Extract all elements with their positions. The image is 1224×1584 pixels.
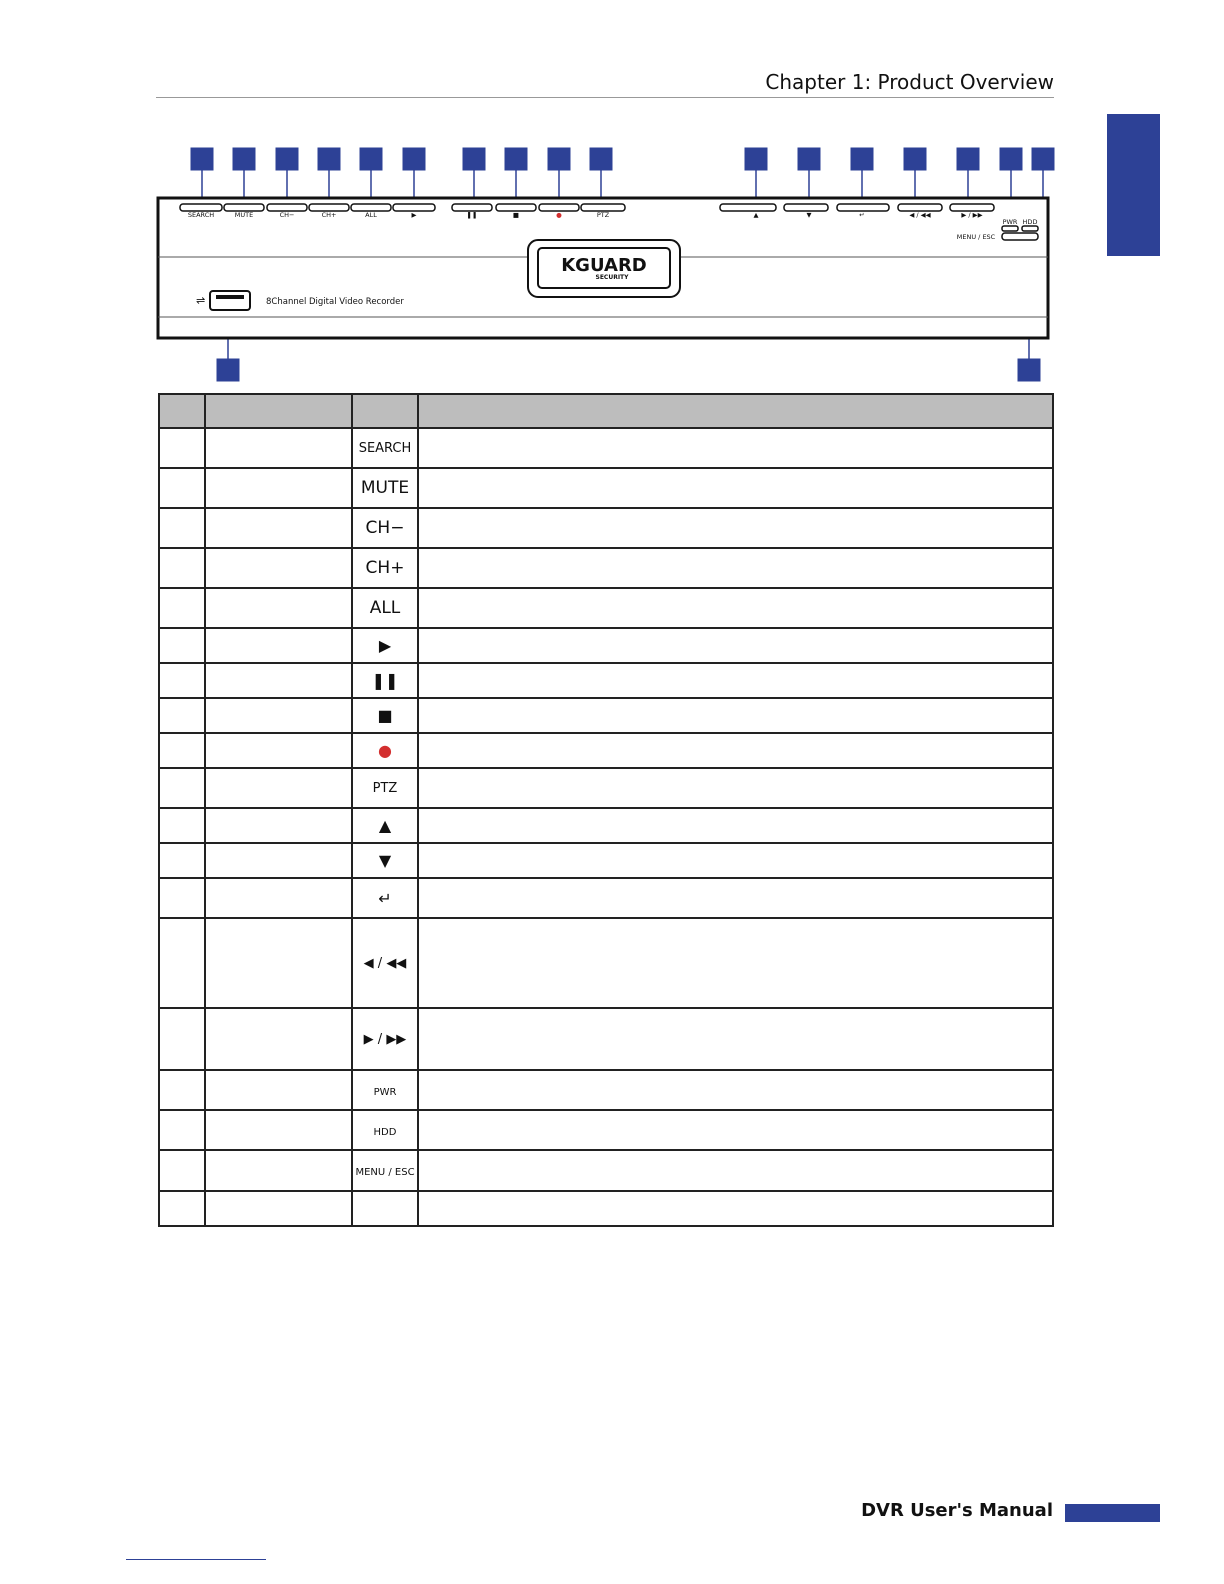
row-name-cell: [205, 548, 352, 588]
row-symbol-cell: [352, 508, 418, 548]
panel-button-all: [351, 204, 391, 211]
panel-label-ch-plus: CH+: [321, 211, 337, 219]
row-symbol-cell: [352, 1070, 418, 1110]
row-description-cell: [418, 1150, 1053, 1191]
model-text: 8Channel Digital Video Recorder: [266, 297, 404, 307]
table-row: [159, 548, 1053, 588]
row-name-cell: [205, 628, 352, 663]
row-name-cell: [205, 733, 352, 768]
row-name-cell: [205, 428, 352, 468]
table-row: [159, 733, 1053, 768]
footer-link-line: [126, 1559, 266, 1560]
callout-marker-8: [505, 148, 527, 170]
callout-marker-19: [217, 359, 239, 381]
row-name-cell: [205, 588, 352, 628]
table-row: [159, 808, 1053, 843]
callout-marker-3: [276, 148, 298, 170]
callout-marker-1: [191, 148, 213, 170]
row-symbol-cell: [352, 1008, 418, 1070]
row-symbol-cell: [352, 428, 418, 468]
row-description-cell: [418, 698, 1053, 733]
panel-button-ch-plus: [309, 204, 349, 211]
row-name-cell: [205, 1110, 352, 1150]
chapter-title: Chapter 1: Product Overview: [765, 70, 1054, 94]
button-symbol-label: MUTE: [360, 478, 410, 498]
table-row: [159, 588, 1053, 628]
header-divider: [156, 97, 1054, 98]
row-description-cell: [418, 1110, 1053, 1150]
row-symbol-cell: [352, 808, 418, 843]
footer-page-box: [1065, 1504, 1160, 1522]
button-symbol-label: CH−: [365, 518, 405, 538]
row-description-cell: [418, 1008, 1053, 1070]
row-description-cell: [418, 808, 1053, 843]
panel-label-pause: ❚❚: [466, 211, 478, 219]
row-symbol-cell: [352, 663, 418, 698]
table-header-row: [159, 394, 1053, 428]
row-symbol-cell: [352, 548, 418, 588]
panel-button-pause: [452, 204, 492, 211]
callout-marker-16: [1000, 148, 1022, 170]
panel-button-forward: [950, 204, 994, 211]
dvr-front-panel-figure: [150, 140, 1070, 390]
row-symbol-cell: [352, 1110, 418, 1150]
panel-led-hdd: [1022, 226, 1038, 231]
panel-label-record: ●: [556, 211, 562, 219]
panel-button-down: [784, 204, 828, 211]
callout-marker-6: [403, 148, 425, 170]
panel-button-record: [539, 204, 579, 211]
row-number-cell: [159, 548, 205, 588]
row-name-cell: [205, 1150, 352, 1191]
row-description-cell: [418, 428, 1053, 468]
row-description-cell: [418, 548, 1053, 588]
row-symbol-cell: [352, 588, 418, 628]
panel-button-ptz: [581, 204, 625, 211]
chapter-side-tab: [1107, 114, 1160, 256]
panel-button-play: [393, 204, 435, 211]
row-symbol-cell: [352, 468, 418, 508]
row-number-cell: [159, 878, 205, 918]
panel-button-menu-esc: [1002, 233, 1038, 240]
row-description-cell: [418, 878, 1053, 918]
table-row: [159, 768, 1053, 808]
panel-button-up: [720, 204, 776, 211]
row-name-cell: [205, 1191, 352, 1226]
row-number-cell: [159, 1150, 205, 1191]
callout-marker-11: [745, 148, 767, 170]
callout-marker-7: [463, 148, 485, 170]
usb-icon: ⇌: [196, 294, 206, 307]
table-row: [159, 918, 1053, 1008]
row-description-cell: [418, 843, 1053, 878]
row-number-cell: [159, 768, 205, 808]
row-symbol-cell: [352, 698, 418, 733]
brand-logo: KGUARD: [561, 255, 647, 276]
row-name-cell: [205, 1008, 352, 1070]
table-row: [159, 843, 1053, 878]
button-symbol-label: MENU / ESC: [355, 1167, 415, 1178]
row-number-cell: [159, 843, 205, 878]
row-number-cell: [159, 698, 205, 733]
row-number-cell: [159, 588, 205, 628]
row-number-cell: [159, 1191, 205, 1226]
row-number-cell: [159, 1070, 205, 1110]
row-symbol-cell: [352, 1150, 418, 1191]
table-row: [159, 663, 1053, 698]
row-description-cell: [418, 768, 1053, 808]
usb-port: [210, 291, 250, 310]
footer-manual-title: DVR User's Manual: [861, 1500, 1053, 1521]
row-description-cell: [418, 468, 1053, 508]
panel-label-forward: ▶ / ▶▶: [961, 211, 983, 219]
row-number-cell: [159, 1110, 205, 1150]
button-symbol-label: ▼: [378, 851, 392, 870]
row-number-cell: [159, 808, 205, 843]
table-row: [159, 1110, 1053, 1150]
panel-button-enter: [837, 204, 889, 211]
table-row: [159, 1150, 1053, 1191]
panel-label-hdd: HDD: [1022, 218, 1038, 226]
button-symbol-label: ALL: [369, 598, 401, 618]
panel-button-mute: [224, 204, 264, 211]
button-symbol-label: ●: [378, 741, 392, 760]
row-number-cell: [159, 508, 205, 548]
button-symbol-label: ❚❚: [371, 671, 399, 690]
row-description-cell: [418, 1070, 1053, 1110]
panel-button-rewind: [898, 204, 942, 211]
button-symbol-label: ◀ / ◀◀: [363, 956, 407, 971]
brand-logo-sub: SECURITY: [595, 274, 629, 281]
row-number-cell: [159, 663, 205, 698]
row-symbol-cell: [352, 878, 418, 918]
panel-label-pwr: PWR: [1002, 218, 1018, 226]
table-row: [159, 508, 1053, 548]
panel-label-ptz: PTZ: [596, 211, 610, 219]
row-description-cell: [418, 733, 1053, 768]
row-description-cell: [418, 1191, 1053, 1226]
panel-led-pwr: [1002, 226, 1018, 231]
row-symbol-cell: [352, 733, 418, 768]
row-number-cell: [159, 733, 205, 768]
row-number-cell: [159, 428, 205, 468]
row-name-cell: [205, 808, 352, 843]
table-row: [159, 698, 1053, 733]
panel-label-ch-minus: CH−: [279, 211, 295, 219]
table-row: [159, 1191, 1053, 1226]
row-description-cell: [418, 508, 1053, 548]
button-symbol-label: HDD: [373, 1126, 397, 1138]
row-number-cell: [159, 468, 205, 508]
callout-marker-13: [851, 148, 873, 170]
table-row: [159, 428, 1053, 468]
row-number-cell: [159, 628, 205, 663]
button-symbol-label: SEARCH: [358, 441, 412, 456]
callout-marker-12: [798, 148, 820, 170]
row-description-cell: [418, 628, 1053, 663]
row-name-cell: [205, 468, 352, 508]
button-symbol-label: ▶ / ▶▶: [363, 1032, 407, 1047]
table-header-symbol: [352, 394, 418, 428]
callout-marker-18: [1018, 359, 1040, 381]
row-symbol-cell: [352, 918, 418, 1008]
panel-label-down: ▼: [806, 211, 812, 219]
callout-marker-4: [318, 148, 340, 170]
panel-button-stop: [496, 204, 536, 211]
panel-button-search: [180, 204, 222, 211]
row-description-cell: [418, 918, 1053, 1008]
table-header-number: [159, 394, 205, 428]
callout-marker-14: [904, 148, 926, 170]
table-header-name: [205, 394, 352, 428]
button-symbol-label: ▲: [378, 816, 392, 835]
row-symbol-cell: [352, 1191, 418, 1226]
button-spec-table: [158, 393, 1054, 1227]
callout-marker-2: [233, 148, 255, 170]
button-symbol-label: ↵: [378, 888, 392, 908]
table-row: [159, 468, 1053, 508]
row-description-cell: [418, 663, 1053, 698]
panel-label-search: SEARCH: [187, 211, 215, 219]
callout-marker-9: [548, 148, 570, 170]
row-name-cell: [205, 878, 352, 918]
callout-marker-5: [360, 148, 382, 170]
row-description-cell: [418, 588, 1053, 628]
panel-label-rewind: ◀ / ◀◀: [909, 211, 931, 219]
callout-marker-17: [1032, 148, 1054, 170]
table-row: [159, 1008, 1053, 1070]
row-name-cell: [205, 918, 352, 1008]
panel-button-ch-minus: [267, 204, 307, 211]
panel-label-play: ▶: [411, 211, 417, 219]
button-symbol-label: ■: [377, 706, 393, 725]
table-row: [159, 1070, 1053, 1110]
row-number-cell: [159, 1008, 205, 1070]
row-name-cell: [205, 843, 352, 878]
table-row: [159, 878, 1053, 918]
button-symbol-label: CH+: [365, 558, 405, 578]
button-symbol-label: ▶: [378, 636, 392, 655]
row-symbol-cell: [352, 843, 418, 878]
row-name-cell: [205, 1070, 352, 1110]
row-name-cell: [205, 698, 352, 733]
button-symbol-label: PTZ: [372, 781, 398, 796]
table-row: [159, 628, 1053, 663]
callout-marker-10: [590, 148, 612, 170]
panel-label-all: ALL: [365, 211, 377, 219]
table-header-description: [418, 394, 1053, 428]
callout-marker-15: [957, 148, 979, 170]
panel-label-menu-esc: MENU / ESC: [956, 233, 996, 241]
panel-label-enter: ↵: [859, 211, 865, 219]
button-symbol-label: PWR: [373, 1086, 397, 1098]
row-symbol-cell: [352, 768, 418, 808]
row-name-cell: [205, 508, 352, 548]
row-name-cell: [205, 663, 352, 698]
panel-label-stop: ■: [512, 211, 520, 219]
panel-label-mute: MUTE: [234, 211, 254, 219]
row-number-cell: [159, 918, 205, 1008]
panel-label-up: ▲: [753, 211, 759, 219]
row-name-cell: [205, 768, 352, 808]
row-symbol-cell: [352, 628, 418, 663]
